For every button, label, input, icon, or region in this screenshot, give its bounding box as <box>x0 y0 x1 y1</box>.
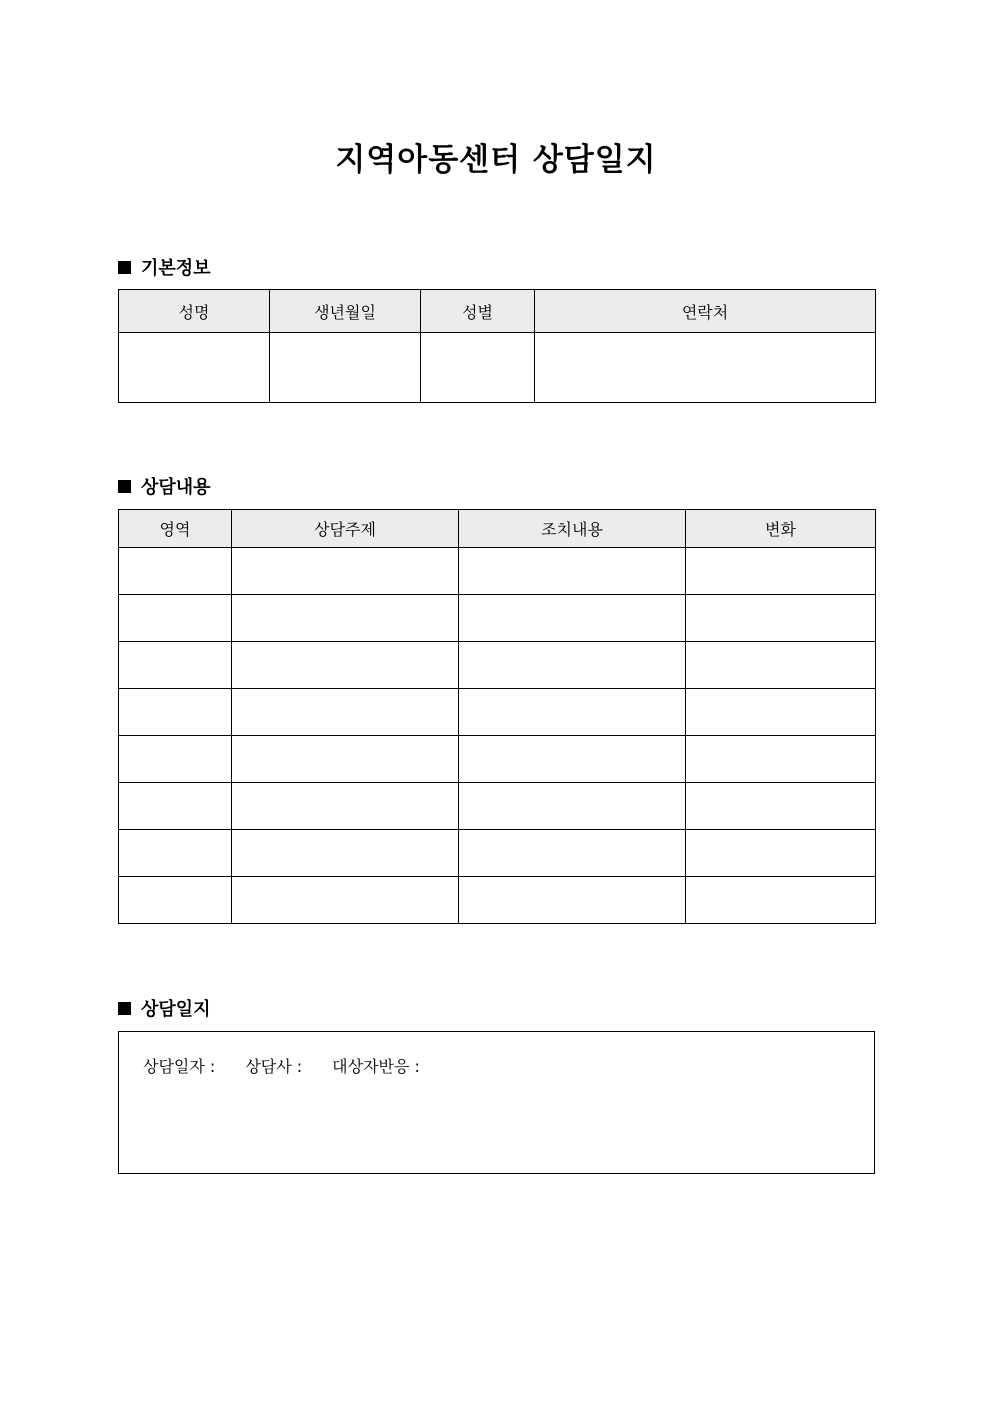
topic-cell[interactable] <box>232 595 459 642</box>
journal-field-counselor-label: 상담사 : <box>245 1057 303 1076</box>
change-cell[interactable] <box>686 548 876 595</box>
area-cell[interactable] <box>119 689 232 736</box>
column-header-topic: 상담주제 <box>232 510 459 548</box>
section-heading-label: 상담일지 <box>141 999 211 1020</box>
change-cell[interactable] <box>686 830 876 877</box>
journal-field-date-label: 상담일자 : <box>143 1057 216 1076</box>
section-heading-label: 기본정보 <box>141 258 211 279</box>
section-heading-label: 상담내용 <box>141 477 211 498</box>
birthdate-cell[interactable] <box>270 333 421 403</box>
change-cell[interactable] <box>686 689 876 736</box>
section-heading-basic-info <box>118 254 211 280</box>
table-header-row <box>119 290 876 333</box>
column-header-area: 영역 <box>119 510 232 548</box>
topic-cell[interactable] <box>232 689 459 736</box>
table-row <box>119 830 876 877</box>
change-cell[interactable] <box>686 736 876 783</box>
area-cell[interactable] <box>119 642 232 689</box>
action-cell[interactable] <box>459 877 686 924</box>
action-cell[interactable] <box>459 783 686 830</box>
gender-cell[interactable] <box>421 333 535 403</box>
table-row <box>119 548 876 595</box>
topic-cell[interactable] <box>232 830 459 877</box>
black-square-icon <box>118 480 131 493</box>
column-header-contact: 연락처 <box>535 290 876 333</box>
topic-cell[interactable] <box>232 736 459 783</box>
section-heading-counseling-content <box>118 473 211 499</box>
column-header-change: 변화 <box>686 510 876 548</box>
topic-cell[interactable] <box>232 642 459 689</box>
journal-field-response-label: 대상자반응 : <box>332 1057 420 1076</box>
change-cell[interactable] <box>686 595 876 642</box>
journal-fields <box>143 1054 420 1077</box>
action-cell[interactable] <box>459 736 686 783</box>
counseling-journal-box[interactable] <box>118 1031 875 1174</box>
action-cell[interactable] <box>459 689 686 736</box>
table-row <box>119 642 876 689</box>
table-row <box>119 595 876 642</box>
table-header-row <box>119 510 876 548</box>
action-cell[interactable] <box>459 548 686 595</box>
topic-cell[interactable] <box>232 877 459 924</box>
column-header-gender: 성별 <box>421 290 535 333</box>
action-cell[interactable] <box>459 642 686 689</box>
column-header-birthdate: 생년월일 <box>270 290 421 333</box>
name-cell[interactable] <box>119 333 270 403</box>
change-cell[interactable] <box>686 783 876 830</box>
area-cell[interactable] <box>119 736 232 783</box>
area-cell[interactable] <box>119 595 232 642</box>
change-cell[interactable] <box>686 642 876 689</box>
area-cell[interactable] <box>119 548 232 595</box>
table-row <box>119 689 876 736</box>
table-row <box>119 783 876 830</box>
action-cell[interactable] <box>459 595 686 642</box>
area-cell[interactable] <box>119 830 232 877</box>
area-cell[interactable] <box>119 783 232 830</box>
section-heading-counseling-journal <box>118 995 211 1021</box>
column-header-name: 성명 <box>119 290 270 333</box>
change-cell[interactable] <box>686 877 876 924</box>
column-header-action: 조치내용 <box>459 510 686 548</box>
black-square-icon <box>118 1002 131 1015</box>
table-row <box>119 736 876 783</box>
page-title: 지역아동센터 상담일지 <box>335 142 657 178</box>
counseling-content-table <box>118 509 876 924</box>
table-row <box>119 877 876 924</box>
basic-info-table <box>118 289 876 403</box>
contact-cell[interactable] <box>535 333 876 403</box>
action-cell[interactable] <box>459 830 686 877</box>
black-square-icon <box>118 261 131 274</box>
topic-cell[interactable] <box>232 548 459 595</box>
table-row <box>119 333 876 403</box>
area-cell[interactable] <box>119 877 232 924</box>
topic-cell[interactable] <box>232 783 459 830</box>
